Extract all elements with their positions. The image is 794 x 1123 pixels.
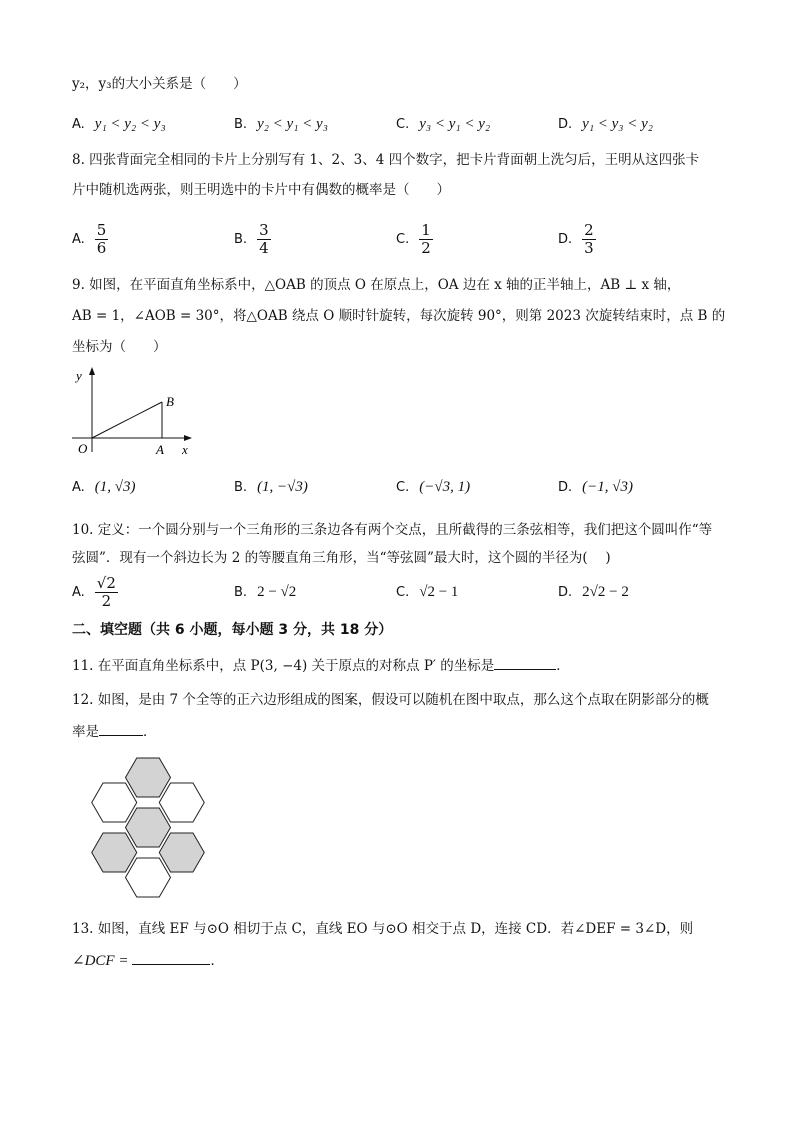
q7-option-b[interactable]: B. y₂ < y₁ < y₃ [234, 115, 328, 132]
q9-option-d[interactable]: D. (−1, √3) [558, 478, 634, 495]
x-axis-label: x [182, 442, 188, 457]
q10-options [72, 570, 752, 614]
hexagon-top [126, 758, 171, 797]
q12-stem-line1: 12. 如图，是由 7 个全等的正六边形组成的图案，假设可以随机在图中取点，那么这个点取在阴影部分的概 [72, 692, 709, 708]
hexagon-upper-left [92, 783, 137, 822]
y-axis-label: y [76, 368, 82, 383]
q9-stem-line2: AB = 1，∠AOB = 30°，将△OAB 绕点 O 顺时针旋转，每次旋转 90°，则第 2023 次旋转结束时，点 B 的 [72, 308, 726, 324]
section-heading-fill-in: 二、填空题（共 6 小题，每小题 3 分，共 18 分） [72, 622, 393, 638]
q13-stem-line1: 13. 如图，直线 EF 与⊙O 相切于点 C，直线 EO 与⊙O 相交于点 D，连接 CD．若∠DEF = 3∠D，则 [72, 921, 694, 937]
x-axis-arrow-icon [184, 435, 192, 441]
q8-option-c[interactable]: C. $\frac{1}{2}$ [396, 220, 431, 257]
q12-answer-blank[interactable] [99, 721, 143, 736]
q9-option-c[interactable]: C. (−√3, 1) [396, 478, 471, 495]
q10-stem-line2: 弦圆”．现有一个斜边长为 2 的等腰直角三角形，当“等弦圆”最大时，这个圆的半径为( ) [72, 550, 611, 566]
q8-options [72, 216, 752, 262]
q10-option-d[interactable]: D. 2√2 − 2 [558, 583, 629, 600]
q9-options [72, 467, 752, 507]
q9-coordinate-figure [70, 364, 200, 460]
q8-option-a[interactable]: A. $\frac{5}{6}$ [72, 220, 107, 257]
fraction: $\frac{3}{4}$ [259, 220, 269, 257]
q8-stem-line1: 8. 四张背面完全相同的卡片上分别写有 1、2、3、4 四个数字，把卡片背面朝上洗匀后，王明从这四张卡 [72, 152, 700, 168]
q7-option-c[interactable]: C. y₃ < y₁ < y₂ [396, 115, 491, 132]
hexagon-upper-right [159, 783, 204, 822]
q8-option-d[interactable]: D. $\frac{2}{3}$ [558, 220, 594, 257]
q10-option-a[interactable]: A. $\frac{√2}{2}$ [72, 573, 116, 610]
hexagon-center [126, 808, 171, 847]
q11-answer-blank[interactable] [494, 655, 556, 670]
fraction: $\frac{2}{3}$ [584, 220, 594, 257]
fraction: $\frac{1}{2}$ [421, 220, 431, 257]
q10-stem-line1: 10. 定义：一个圆分别与一个三角形的三条边各有两个交点，且所截得的三条弦相等，我们把这个圆叫作“等 [72, 522, 713, 538]
q11-stem: 11. 在平面直角坐标系中，点 P(3, −4) 关于原点的对称点 P′ 的坐标是 ． [72, 655, 734, 676]
q8-option-b[interactable]: B. $\frac{3}{4}$ [234, 220, 269, 257]
q8-stem-line2: 片中随机选两张，则王明选中的卡片中有偶数的概率是（ ） [72, 182, 450, 198]
point-a-label: A [156, 442, 164, 457]
q10-option-b[interactable]: B. 2 − √2 [234, 583, 297, 600]
q10-option-c[interactable]: C. √2 − 1 [396, 583, 459, 600]
fraction: $\frac{√2}{2}$ [96, 573, 116, 610]
point-b-label: B [166, 394, 174, 409]
q7-option-a[interactable]: A. y₁ < y₂ < y₃ [72, 115, 166, 132]
q12-hexagon-figure [70, 752, 222, 908]
point-o-label: O [78, 441, 88, 456]
hexagon-lower-right [159, 833, 204, 872]
q9-option-a[interactable]: A. (1, √3) [72, 478, 136, 495]
q13-answer-blank[interactable] [132, 950, 210, 965]
q7-option-d[interactable]: D. y₁ < y₃ < y₂ [558, 115, 654, 132]
q9-option-b[interactable]: B. (1, −√3) [234, 478, 308, 495]
q7-options [72, 104, 752, 144]
segment-ob [92, 402, 162, 438]
hexagon-bottom [126, 858, 171, 897]
q13-stem-line2: ∠DCF = ． [72, 950, 734, 971]
q9-stem-line3: 坐标为（ ） [72, 339, 167, 355]
q9-stem-line1: 9. 如图，在平面直角坐标系中，△OAB 的顶点 O 在原点上，OA 边在 x 轴的正半轴上，AB ⊥ x 轴， [72, 277, 681, 293]
y-axis-arrow-icon [89, 367, 95, 375]
q7-tail: y₂，y₃的大小关系是（ ） [72, 76, 247, 92]
fraction: $\frac{5}{6}$ [96, 220, 107, 257]
q12-stem-line2: 率是 ． [72, 721, 734, 742]
hexagon-lower-left [92, 833, 137, 872]
